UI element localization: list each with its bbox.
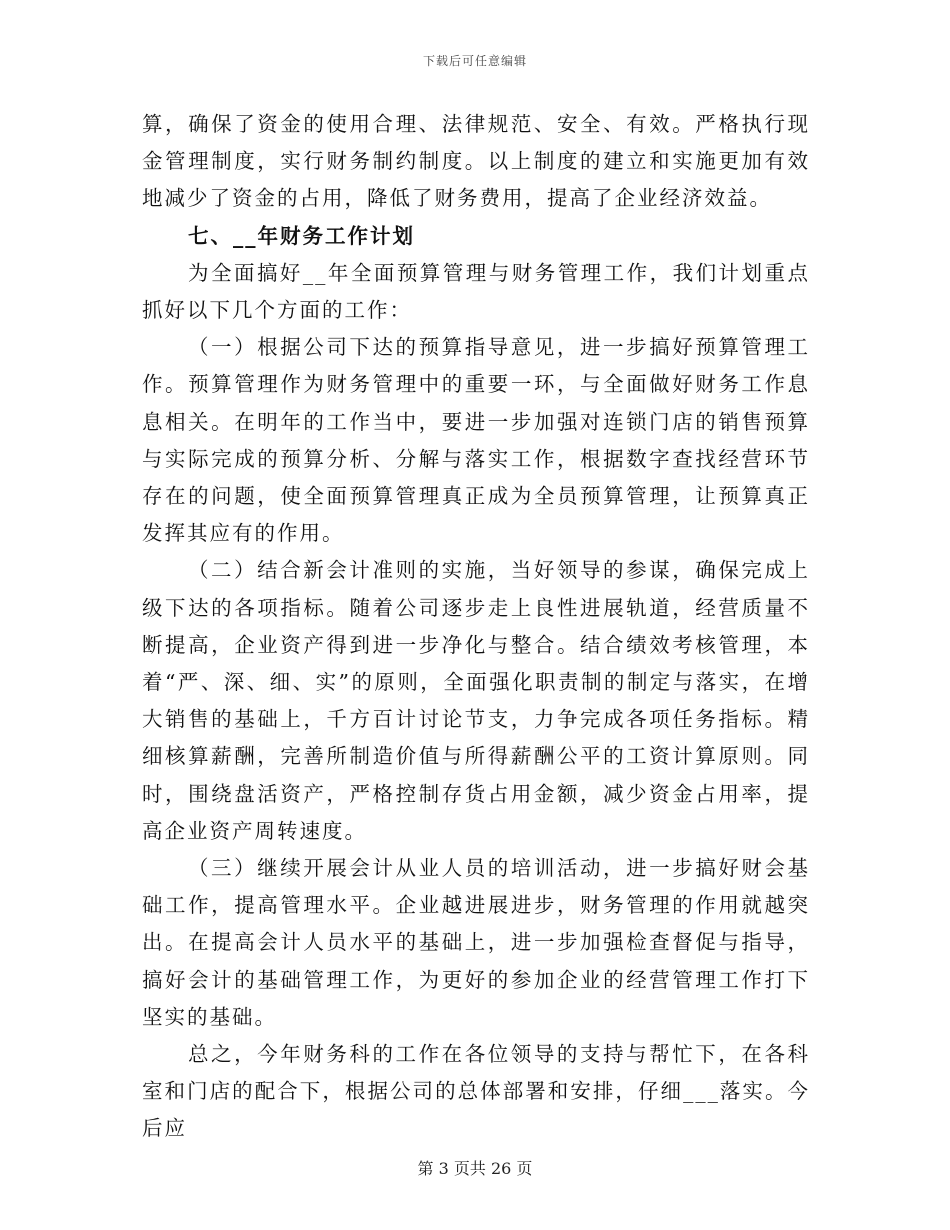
page-header: 下载后可任意编辑 <box>422 54 527 68</box>
paragraph-conclusion: 总之，今年财务科的工作在各位领导的支持与帮忙下，在各科室和门店的配合下，根据公司的总体部署和安排，仔细___落实。今后应 <box>142 1042 810 1141</box>
paragraph-intro: 为全面搞好__年全面预算管理与财务管理工作，我们计划重点抓好以下几个方面的工作： <box>142 260 810 323</box>
document-body <box>142 106 810 1148</box>
paragraph-item-2: （二）结合新会计准则的实施，当好领导的参谋，确保完成上级下达的各项指标。随着公司逐步走上良性进展轨道，经营质量不断提高，企业资产得到进一步净化与整合。结合绩效考核管理，本着“严、深、细、实”的原则，全面强化职责制的制定与落实，在增大销售的基础上，千方百计讨论节支，力争完成各项任务指标。精细核算薪酬，完善所制造价值与所得薪酬公平的工资计算原则。同时，围绕盘活资产，严格控制存货占用金额，减少资金占用率，提高企业资产周转速度。 <box>142 558 810 843</box>
section-heading: 七、__年财务工作计划 <box>188 223 415 248</box>
page-footer: 第 3 页共 26 页 <box>417 1159 533 1178</box>
paragraph-continued: 算，确保了资金的使用合理、法律规范、安全、有效。严格执行现金管理制度，实行财务制约制度。以上制度的建立和实施更加有效地减少了资金的占用，降低了财务费用，提高了企业经济效益。 <box>142 112 810 211</box>
paragraph-item-1: （一）根据公司下达的预算指导意见，进一步搞好预算管理工作。预算管理作为财务管理中的重要一环，与全面做好财务工作息息相关。在明年的工作当中，要进一步加强对连锁门店的销售预算与实际完成的预算分析、分解与落实工作，根据数字查找经营环节存在的问题，使全面预算管理真正成为全员预算管理，让预算真正发挥其应有的作用。 <box>142 335 810 546</box>
paragraph-item-3: （三）继续开展会计从业人员的培训活动，进一步搞好财会基础工作，提高管理水平。企业越进展进步，财务管理的作用就越突出。在提高会计人员水平的基础上，进一步加强检查督促与指导，搞好会计的基础管理工作，为更好的参加企业的经营管理工作打下坚实的基础。 <box>142 856 810 1029</box>
